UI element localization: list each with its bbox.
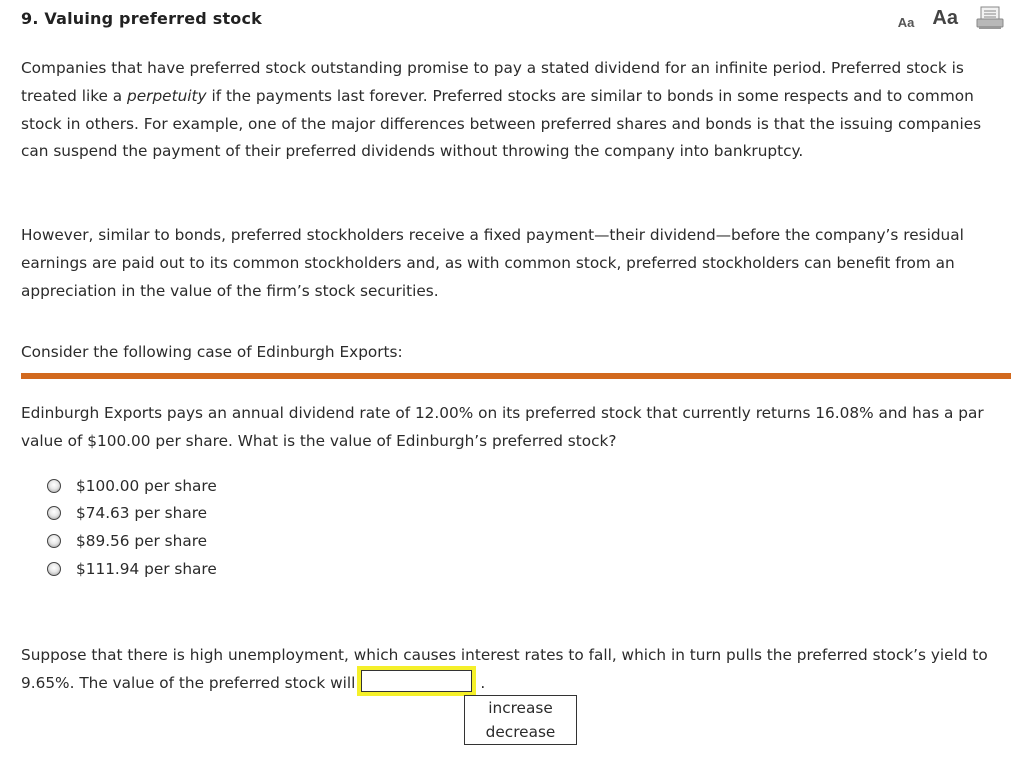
answer-options	[47, 472, 217, 582]
section-divider	[21, 373, 1011, 379]
intro-text-2: if the payments last forever. Preferred stocks are similar to bonds in some respects and to common stock in others. For example, one of the major differences between preferred shares and bonds is that the issuing companies can suspend the payment of their preferred dividends without throwing the company into bankruptcy.	[21, 86, 982, 161]
toolbar	[898, 6, 1004, 30]
answer-option[interactable]	[47, 527, 217, 555]
radio-button[interactable]	[47, 534, 61, 548]
dropdown-option-decrease[interactable]: decrease	[485, 723, 556, 741]
value-change-select[interactable]	[361, 670, 472, 692]
question-title: 9. Valuing preferred stock	[21, 9, 263, 28]
bonds-comparison-paragraph: However, similar to bonds, preferred stockholders receive a fixed payment—their dividend—before the company’s residual earnings are paid out to its common stockholders and, as with common stock, preferred stockholders can benefit from an appreciation in the value of the firm’s stock securities.	[21, 226, 964, 300]
intro-text-1: Companies that have preferred stock outstanding promise to pay a stated dividend for an infinite period. Preferred stock is treated like a	[21, 59, 964, 105]
followup-question	[21, 642, 1006, 698]
followup-period: .	[480, 673, 486, 692]
print-icon[interactable]	[976, 6, 1004, 30]
case-intro: Consider the following case of Edinburgh Exports:	[21, 343, 403, 361]
question-header	[21, 9, 1004, 33]
value-change-dropdown	[464, 695, 577, 745]
question-text: Edinburgh Exports pays an annual dividend rate of 12.00% on its preferred stock that currently returns 16.08% and has a par value of $100.00 per share. What is the value of Edinburgh’s preferred stock?	[21, 404, 984, 450]
option-label: $74.63 per share	[76, 504, 208, 523]
radio-button[interactable]	[47, 479, 61, 493]
intro-paragraph	[21, 55, 1006, 166]
answer-option[interactable]	[47, 472, 217, 500]
radio-button[interactable]	[47, 562, 61, 576]
decrease-font-button[interactable]: Aa	[897, 15, 915, 30]
option-label: $100.00 per share	[76, 476, 217, 495]
dropdown-option-increase[interactable]: increase	[488, 699, 553, 717]
option-label: $89.56 per share	[76, 531, 208, 550]
intro-italic-term: perpetuity	[127, 86, 207, 105]
option-label: $111.94 per share	[76, 559, 217, 578]
radio-button[interactable]	[47, 506, 61, 520]
answer-option[interactable]	[47, 500, 217, 528]
answer-option[interactable]	[47, 555, 217, 583]
increase-font-button[interactable]: Aa	[932, 7, 958, 29]
followup-text: Suppose that there is high unemployment, which causes interest rates to fall, which in turn pulls the preferred stock’s yield to 9.65%. The value of the preferred stock will	[21, 646, 988, 692]
